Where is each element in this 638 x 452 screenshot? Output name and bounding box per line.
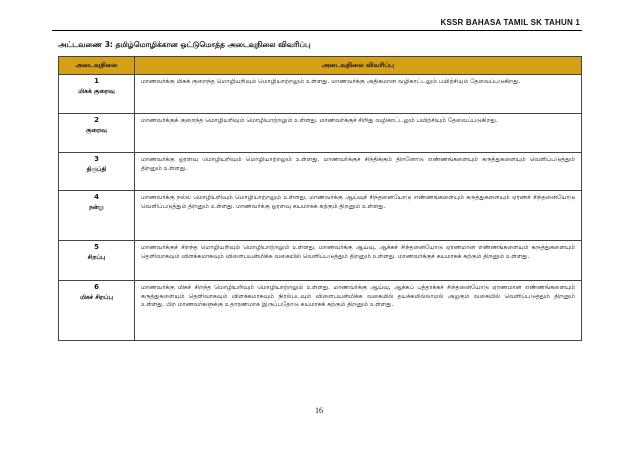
level-number: 1	[94, 77, 99, 85]
level-cell	[59, 114, 135, 153]
document-header: KSSR BAHASA TAMIL SK TAHUN 1	[440, 18, 580, 27]
level-number: 3	[94, 155, 99, 163]
header-divider	[52, 30, 582, 31]
level-number: 6	[94, 283, 99, 291]
table-row	[59, 241, 582, 281]
level-description: மாணவர்க்கு மிகச் சிறந்த மொழியறிவும் மொழியாற்றலும் உள்ளது. மாணவர்க்கு ஆய்வு, ஆக்கப் புத்தாக்கச் சிந்தனையோடு ஏரணமான எண்ணங்களையும் கருத்துகளையும் தெளிவாகவும் விளக்கமாகவும் நிரல்படவும் விளைபயன்மிக்க வகையில் தயக்கமில்லாமல் அழகும் வகையில் வெளிப்படுத்தும் திறனும் உள்ளது. பிற மாணவர்களுக்கு உதாரணமாக இருப்பதோடு சுயமாகக் கற்கும் திறனும் உள்ளது.	[135, 281, 582, 341]
level-number: 2	[94, 116, 99, 124]
level-cell	[59, 281, 135, 341]
table-row	[59, 191, 582, 241]
level-cell	[59, 191, 135, 241]
level-description: மாணவர்க்கு நல்ல மொழியறிவும் மொழியாற்றலும் உள்ளது. மாணவர்க்கு ஆய்வுச் சிந்தனையோடு எண்ணங்களையும் கருத்துகளையும் ஏரணச் சிந்தனையோடு வெளிப்படுத்தும் திறனும் உள்ளது. மாணவர்க்கு ஓரளவு சுயமாகக் கற்கும் திறனும் உள்ளது.	[135, 191, 582, 241]
level-description: மாணவர்க்கு மிகக் குறைந்த மொழியறிவும் மொழியாற்றலும் உள்ளது. மாணவர்க்கு அதிகமான வழிகாட்டலும் பயிற்சியும் தேவைப்படுகிறது.	[135, 75, 582, 114]
level-label: சிறப்பு	[87, 254, 106, 261]
level-cell	[59, 241, 135, 281]
table-row	[59, 114, 582, 153]
level-description: மாணவர்க்குக் குறைந்த மொழியறிவும் மொழியாற்றலும் உள்ளது. மாணவர்க்குச் சிறிது வழிகாட்டலும் பயிற்சியும் தேவைப்படுகிறது.	[135, 114, 582, 153]
table-header-row	[59, 57, 582, 75]
level-number: 4	[94, 193, 99, 201]
page-number: 16	[315, 406, 323, 415]
table-row	[59, 281, 582, 341]
column-header-description: அடைவுநிலை விவரிப்பு	[135, 57, 582, 75]
level-description: மாணவர்க்குச் சிறந்த மொழியறிவும் மொழியாற்றலும் உள்ளது. மாணவர்க்கு ஆய்வு, ஆக்கச் சிந்தனையோடு ஏரணமான எண்ணங்களையும் கருத்துகளையும் தெளிவாகவும் விளக்கமாகவும் விளைபயன்மிக்க வகையில் வெளிப்படுத்தும் திறனும் உள்ளது. மாணவர்க்குச் சுயமாகக் கற்கும் திறனும் உள்ளது.	[135, 241, 582, 281]
level-label: மிகக் குறைவு	[78, 88, 115, 95]
level-label: குறைவு	[86, 127, 107, 134]
table-row	[59, 153, 582, 191]
level-cell	[59, 75, 135, 114]
level-cell	[59, 153, 135, 191]
level-label: திருப்தி	[86, 166, 107, 173]
level-number: 5	[94, 243, 99, 251]
achievement-level-table	[58, 56, 582, 341]
column-header-level: அடைவுநிலை	[59, 57, 135, 75]
level-label: நன்று	[89, 204, 104, 211]
level-label: மிகச் சிறப்பு	[80, 294, 113, 301]
level-description: மாணவர்க்கு ஓரளவு மொழியறிவும் மொழியாற்றலும் உள்ளது. மாணவர்க்குச் சிந்திக்கும் திறனோடு எண்ணங்களையும் கருத்துகளையும் வெளிப்படுத்தும் திறனும் உள்ளது.	[135, 153, 582, 191]
table-caption: அட்டவணை 3: தமிழ்மொழிக்கான ஒட்டுமொத்த அடைவுநிலை விவரிப்பு	[58, 40, 311, 49]
table-row	[59, 75, 582, 114]
